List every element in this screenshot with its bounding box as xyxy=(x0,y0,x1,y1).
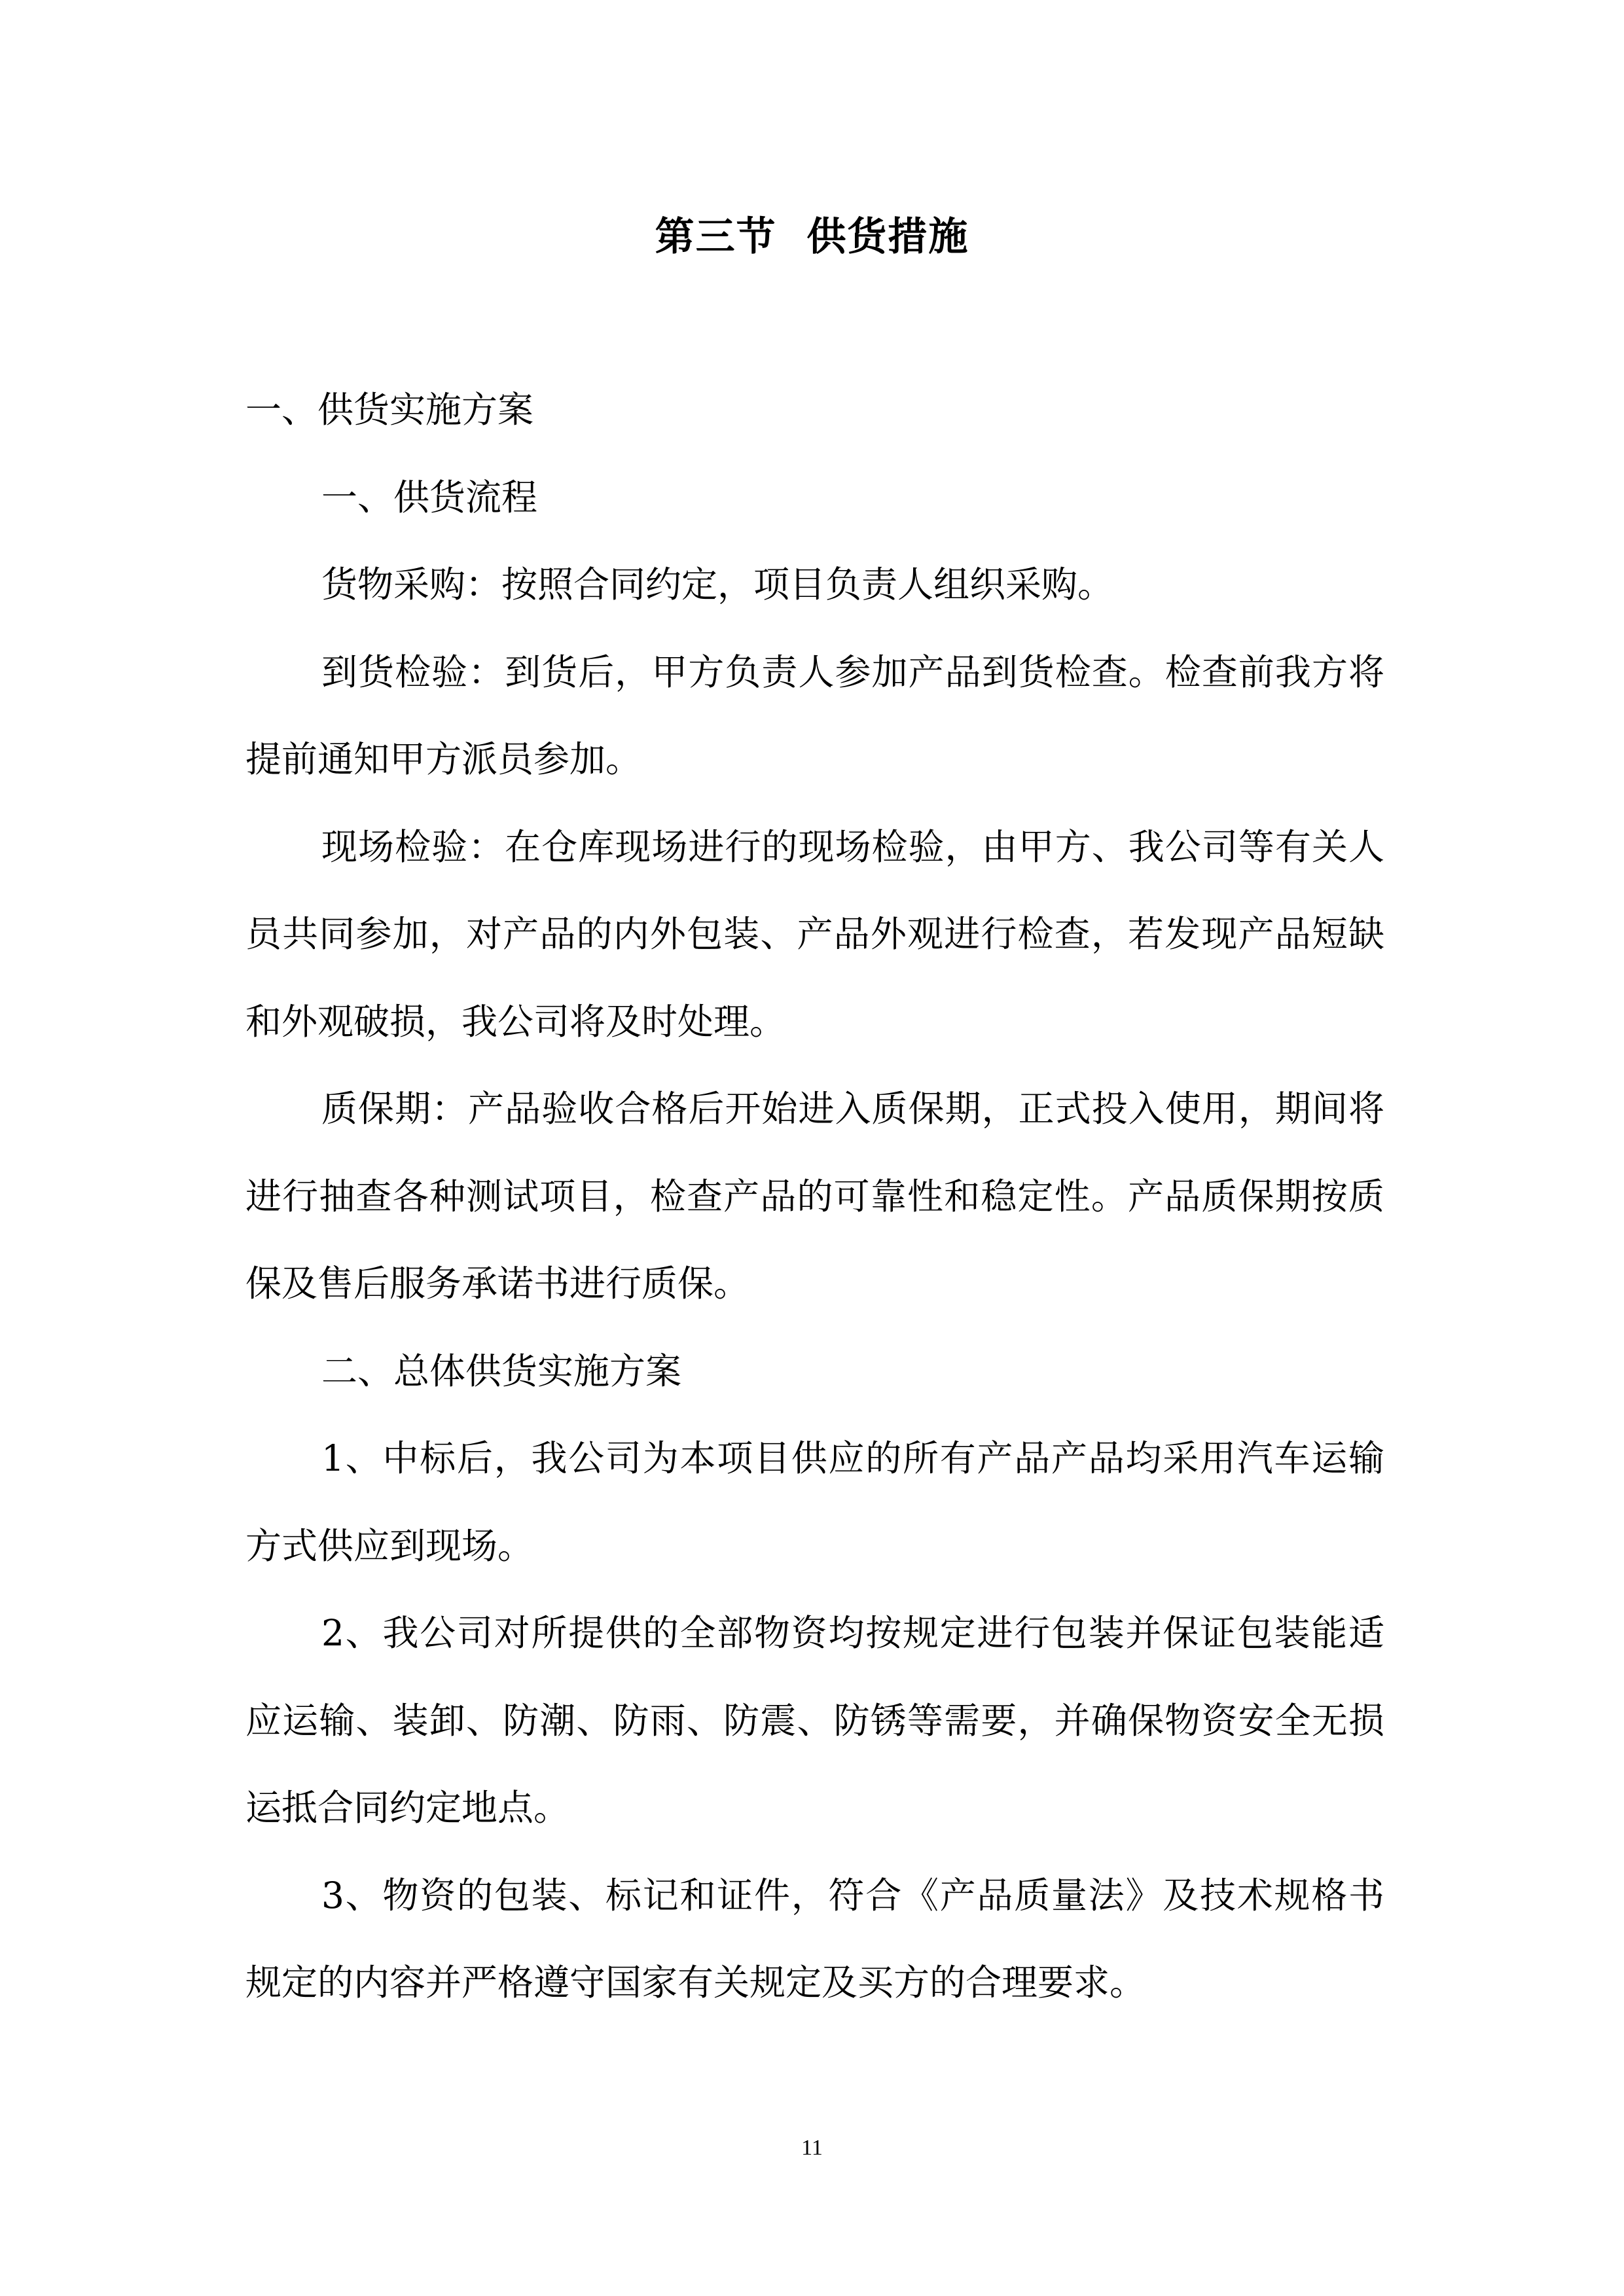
heading-supply-implementation-plan: 一、供货实施方案 xyxy=(245,389,534,431)
paragraph-arrival-inspection: 到货检验：到货后，甲方负责人参加产品到货检查。检查前我方将提前通知甲方派员参加。 xyxy=(245,651,1384,780)
paragraph-warranty-period: 质保期：产品验收合格后开始进入质保期，正式投入使用，期间将进行抽查各种测试项目，检查产品的可靠性和稳定性。产品质保期按质保及售后服务承诺书进行质保。 xyxy=(245,1088,1384,1304)
paragraph-onsite-inspection: 现场检验：在仓库现场进行的现场检验，由甲方、我公司等有关人员共同参加，对产品的内外包装、产品外观进行检查，若发现产品短缺和外观破损，我公司将及时处理。 xyxy=(245,825,1384,1043)
page-number: 11 xyxy=(801,2136,823,2160)
paragraph-goods-procurement: 货物采购：按照合同约定，项目负责人组织采购。 xyxy=(321,564,1114,605)
subheading-supply-process: 一、供货流程 xyxy=(321,476,538,518)
paragraph-plan-item-1: 1、中标后，我公司为本项目供应的所有产品产品均采用汽车运输方式供应到现场。 xyxy=(245,1437,1384,1567)
paragraph-plan-item-3: 3、物资的包装、标记和证件，符合《产品质量法》及技术规格书规定的内容并严格遵守国家有关规定及买方的合理要求。 xyxy=(245,1874,1384,2003)
document-body xyxy=(245,367,1384,2027)
section-title: 第三节 供货措施 xyxy=(655,214,969,260)
paragraph-plan-item-2: 2、我公司对所提供的全部物资均按规定进行包装并保证包装能适应运输、装卸、防潮、防雨、防震、防锈等需要，并确保物资安全无损运抵合同约定地点。 xyxy=(245,1612,1384,1829)
subheading-overall-supply-plan: 二、总体供货实施方案 xyxy=(321,1350,682,1392)
